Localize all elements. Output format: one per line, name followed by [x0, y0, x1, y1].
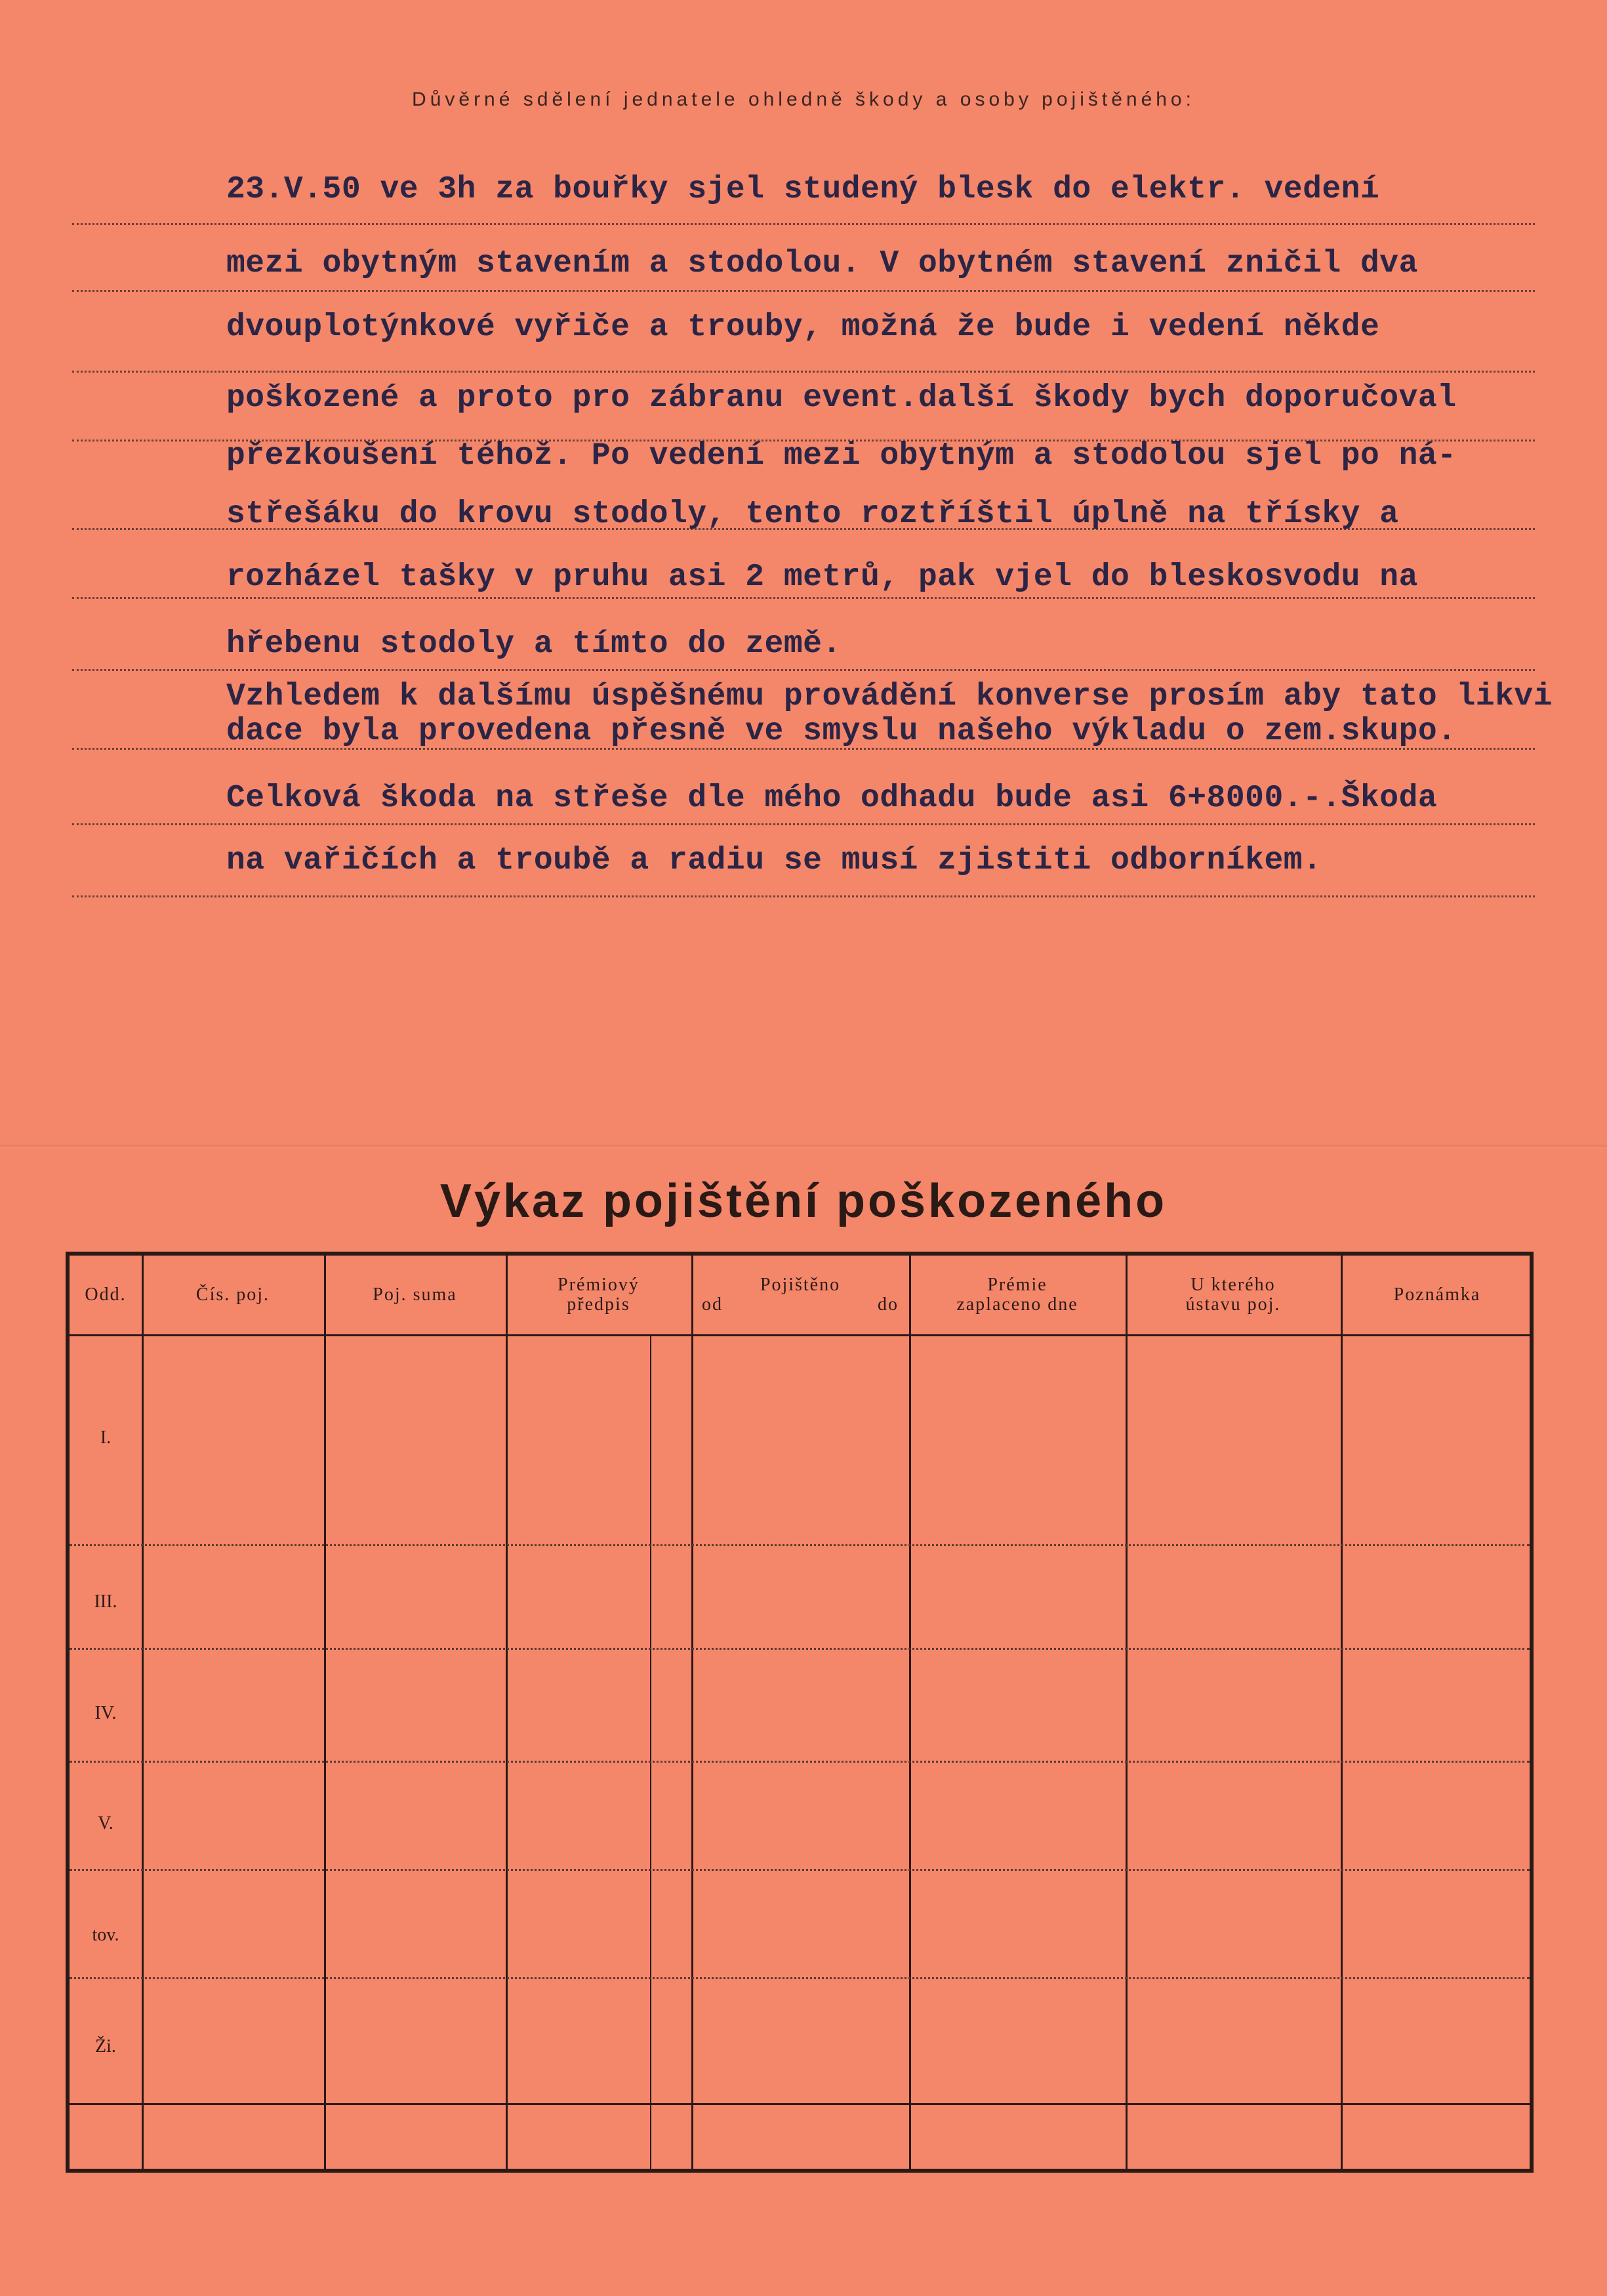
column-divider — [909, 1256, 911, 2169]
header-odd: Odd. — [85, 1284, 127, 1305]
column-divider — [506, 1256, 508, 2169]
row-label: V. — [98, 1813, 113, 1834]
paper-fold — [0, 1145, 1607, 1149]
row-divider — [70, 1544, 1530, 1546]
report-line: střešáku do krovu stodoly, tento roztříštil úplně na třísky a — [226, 497, 1399, 532]
report-line: na vařičích a troubě a radiu se musí zjistiti odborníkem. — [226, 843, 1322, 878]
column-divider — [142, 1256, 144, 2169]
column-divider — [691, 1256, 693, 2169]
row-label: Ži. — [95, 2036, 116, 2057]
column-subdivider — [650, 1334, 651, 2169]
header-premium-paid-line1: Prémie — [987, 1275, 1048, 1295]
confidential-note-heading: Důvěrné sdělení jednatele ohledně škody a osoby pojištěného: — [412, 89, 1195, 110]
report-line: 23.V.50 ve 3h za bouřky sjel studený blesk do elektr. vedení — [226, 172, 1380, 207]
row-divider — [70, 1648, 1530, 1650]
column-divider — [1126, 1256, 1128, 2169]
report-line: Celková škoda na střeše dle mého odhadu bude asi 6+8000.-.Škoda — [226, 781, 1438, 816]
report-line: dace byla provedena přesně ve smyslu našeho výkladu o zem.skupo. — [226, 714, 1457, 749]
ruled-line — [72, 290, 1535, 292]
total-row-divider — [70, 2103, 1530, 2105]
header-insured-range — [702, 1295, 899, 1315]
column-divider — [324, 1256, 326, 2169]
header-premium-paid-line2: zaplaceno dne — [956, 1294, 1078, 1315]
row-label: tov. — [92, 1925, 119, 1945]
row-divider — [70, 1869, 1530, 1871]
row-divider — [70, 1761, 1530, 1763]
ruled-line — [72, 669, 1535, 671]
row-label: I. — [100, 1427, 112, 1448]
header-premium-assessment-line2: předpis — [567, 1294, 630, 1315]
ruled-line — [72, 895, 1535, 897]
report-line: mezi obytným stavením a stodolou. V obytném stavení zničil dva — [226, 246, 1418, 281]
header-insurer — [1126, 1262, 1341, 1328]
insurance-table — [66, 1252, 1534, 2173]
row-label: III. — [94, 1591, 117, 1612]
header-to: do — [878, 1294, 899, 1315]
ruled-line — [72, 371, 1535, 373]
header-insured-label: Pojištěno — [760, 1275, 841, 1295]
header-premium-paid — [909, 1262, 1126, 1328]
report-line: hřebenu stodoly a tímto do země. — [226, 626, 842, 662]
header-premium-assessment-line1: Prémiový — [558, 1275, 640, 1295]
table-title: Výkaz pojištění poškozeného — [439, 1175, 1168, 1227]
ruled-line — [72, 823, 1535, 825]
row-label: IV. — [94, 1703, 117, 1723]
ruled-line — [72, 223, 1535, 225]
header-insured-sum: Poj. suma — [373, 1284, 457, 1305]
report-line: přezkoušení téhož. Po vedení mezi obytným a stodolou sjel po ná- — [226, 438, 1457, 474]
report-line: dvouplotýnkové vyřiče a trouby, možná že bude i vedení někde — [226, 310, 1380, 345]
header-note: Poznámka — [1393, 1284, 1481, 1305]
ruled-line — [72, 597, 1535, 599]
report-line: poškozené a proto pro zábranu event.další škody bych doporučoval — [226, 380, 1457, 416]
header-insurer-line2: ústavu poj. — [1185, 1294, 1281, 1315]
header-divider — [70, 1334, 1530, 1336]
header-policy-number: Čís. poj. — [195, 1284, 270, 1305]
header-from: od — [702, 1294, 723, 1315]
row-divider — [70, 1977, 1530, 1979]
header-premium-assessment — [506, 1262, 691, 1328]
report-line: Vzhledem k dalšímu úspěšnému provádění konverse prosím aby tato likvi — [226, 679, 1553, 714]
report-line: rozházel tašky v pruhu asi 2 metrů, pak vjel do bleskosvodu na — [226, 560, 1418, 595]
header-insured-period — [691, 1262, 909, 1328]
column-divider — [1341, 1256, 1343, 2169]
header-insurer-line1: U kterého — [1190, 1275, 1276, 1295]
